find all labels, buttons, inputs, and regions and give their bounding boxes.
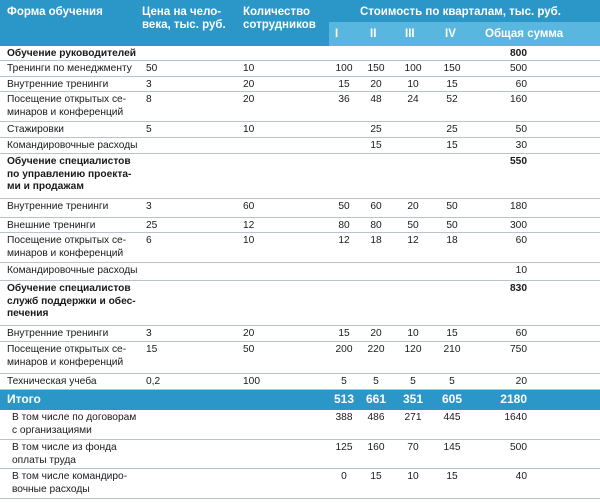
cell-total: 800 <box>510 48 527 59</box>
header-quarterly: Стоимость по кварталам, тыс. руб. <box>360 6 561 18</box>
table-row <box>0 440 600 469</box>
cell-q2: 15 <box>370 471 382 482</box>
cell-label: Обучение специалистов по управлению проекта- ми и продажам <box>7 156 132 192</box>
cell-count: 10 <box>243 63 255 74</box>
cell-q4: 52 <box>446 94 458 105</box>
cell-q4: 15 <box>446 471 458 482</box>
cell-total: 830 <box>510 283 527 294</box>
table-row <box>0 138 600 154</box>
cell-q1: 15 <box>338 79 350 90</box>
table-row <box>0 410 600 440</box>
cell-q2: 20 <box>370 79 382 90</box>
cell-q2: 25 <box>370 124 382 135</box>
cell-label: Командировочные расходы <box>7 140 138 151</box>
cell-price: 25 <box>146 220 158 231</box>
cell-q3: 271 <box>404 412 422 423</box>
cell-q1: 36 <box>338 94 350 105</box>
cell-q4: 50 <box>446 201 458 212</box>
cell-q2: 15 <box>370 140 382 151</box>
cell-total: 60 <box>515 79 527 90</box>
table-row <box>0 233 600 263</box>
cell-q4: 5 <box>449 376 455 387</box>
cell-q4: 15 <box>446 79 458 90</box>
cell-q1: 388 <box>335 412 353 423</box>
cell-label: Командировочные расходы <box>7 265 138 276</box>
cell-price: 5 <box>146 124 152 135</box>
header-q2: II <box>370 28 377 40</box>
cell-price: 50 <box>146 63 158 74</box>
cell-label: Посещение открытых се- минаров и конференций <box>7 235 127 259</box>
table-row <box>0 77 600 92</box>
section-row <box>0 154 600 199</box>
cell-q2: 18 <box>370 235 382 246</box>
cell-count: 60 <box>243 201 255 212</box>
cell-label: Тренинги по менеджменту <box>7 63 132 74</box>
section-row <box>0 281 600 326</box>
cell-q1: 513 <box>333 392 355 406</box>
cell-q2: 80 <box>370 220 382 231</box>
cell-q2: 160 <box>367 442 385 453</box>
table-row <box>0 92 600 122</box>
cell-label: Обучение руководителей <box>7 48 137 59</box>
table-row <box>0 263 600 281</box>
cell-label: Внутренние тренинги <box>7 79 109 90</box>
cell-q4: 445 <box>443 412 461 423</box>
cell-count: 20 <box>243 328 255 339</box>
cell-q2: 150 <box>367 63 385 74</box>
cell-label: В том числе по договорам с организациями <box>12 412 137 436</box>
cell-total: 180 <box>510 201 527 212</box>
table-row <box>0 199 600 218</box>
cell-price: 3 <box>146 328 152 339</box>
cell-q1: 15 <box>338 328 350 339</box>
cell-q3: 20 <box>407 201 419 212</box>
cell-q1: 0 <box>341 471 347 482</box>
table-row <box>0 326 600 342</box>
cell-total: 60 <box>515 328 527 339</box>
cell-q1: 100 <box>335 63 353 74</box>
cell-price: 3 <box>146 201 152 212</box>
table-row <box>0 61 600 77</box>
cell-q4: 18 <box>446 235 458 246</box>
table-row <box>0 122 600 138</box>
cell-count: 20 <box>243 94 255 105</box>
cell-label: Итого <box>7 392 41 406</box>
cell-label: В том числе командиро- вочные расходы <box>12 471 128 495</box>
cell-total: 50 <box>515 124 527 135</box>
cell-count: 50 <box>243 344 255 355</box>
cell-count: 10 <box>243 124 255 135</box>
header-q1: I <box>335 28 339 40</box>
cell-label: Внешние тренинги <box>7 220 96 231</box>
section-row <box>0 46 600 61</box>
cell-q4: 605 <box>441 392 463 406</box>
cell-price: 3 <box>146 79 152 90</box>
cell-q1: 5 <box>341 376 347 387</box>
cell-q4: 145 <box>443 442 461 453</box>
cell-q1: 200 <box>335 344 353 355</box>
header-q3: III <box>405 28 415 40</box>
cell-total: 750 <box>510 344 527 355</box>
cell-q2: 48 <box>370 94 382 105</box>
cell-price: 8 <box>146 94 152 105</box>
cell-q4: 15 <box>446 140 458 151</box>
cell-q3: 10 <box>407 79 419 90</box>
cell-total: 160 <box>510 94 527 105</box>
table-row <box>0 469 600 499</box>
cell-price: 0,2 <box>146 376 161 387</box>
header-price: Цена на чело- века, тыс. руб. <box>142 6 226 31</box>
cell-total: 500 <box>510 63 527 74</box>
header-form: Форма обучения <box>7 6 103 18</box>
cell-q1: 80 <box>338 220 350 231</box>
cell-q2: 220 <box>367 344 385 355</box>
cell-label: Стажировки <box>7 124 64 135</box>
cell-total: 30 <box>515 140 527 151</box>
table-row <box>0 342 600 374</box>
cell-q3: 10 <box>407 471 419 482</box>
cell-q3: 351 <box>402 392 424 406</box>
cell-label: Посещение открытых се- минаров и конференций <box>7 344 127 368</box>
cell-q3: 5 <box>410 376 416 387</box>
cell-q2: 20 <box>370 328 382 339</box>
cell-label: Обучение специалистов служб поддержки и обес- печения <box>7 283 136 319</box>
table-header <box>0 0 600 46</box>
header-count: Количество сотрудников <box>243 6 316 31</box>
cell-q3: 10 <box>407 328 419 339</box>
header-q4: IV <box>445 28 456 40</box>
cell-q1: 125 <box>335 442 353 453</box>
cell-q4: 50 <box>446 220 458 231</box>
table-row <box>0 374 600 390</box>
cell-count: 20 <box>243 79 255 90</box>
cell-q1: 50 <box>338 201 350 212</box>
cell-q2: 661 <box>365 392 387 406</box>
cell-q3: 100 <box>404 63 422 74</box>
cell-q3: 120 <box>404 344 422 355</box>
cell-q3: 12 <box>407 235 419 246</box>
cell-count: 12 <box>243 220 255 231</box>
cell-q3: 50 <box>407 220 419 231</box>
cell-q3: 24 <box>407 94 419 105</box>
cell-label: В том числе из фонда оплаты труда <box>12 442 117 466</box>
cell-total: 20 <box>515 376 527 387</box>
total-row <box>0 390 600 410</box>
cell-q2: 5 <box>373 376 379 387</box>
cell-q4: 150 <box>443 63 461 74</box>
cell-q4: 15 <box>446 328 458 339</box>
cell-label: Техническая учеба <box>7 376 97 387</box>
cell-label: Посещение открытых се- минаров и конференций <box>7 94 127 118</box>
cell-q2: 60 <box>370 201 382 212</box>
cell-total: 2180 <box>500 392 527 406</box>
cell-total: 40 <box>515 471 527 482</box>
cell-total: 60 <box>515 235 527 246</box>
table-row <box>0 218 600 233</box>
cell-total: 10 <box>515 265 527 276</box>
cell-total: 1640 <box>504 412 527 423</box>
cell-label: Внутренние тренинги <box>7 328 109 339</box>
cell-q1: 12 <box>338 235 350 246</box>
cell-total: 300 <box>510 220 527 231</box>
cell-total: 550 <box>510 156 527 167</box>
header-total: Общая сумма <box>485 28 564 40</box>
cell-total: 500 <box>510 442 527 453</box>
cell-q3: 70 <box>407 442 419 453</box>
cell-price: 15 <box>146 344 158 355</box>
cell-count: 100 <box>243 376 260 387</box>
cell-count: 10 <box>243 235 255 246</box>
cell-q2: 486 <box>367 412 385 423</box>
cell-label: Внутренние тренинги <box>7 201 109 212</box>
cell-price: 6 <box>146 235 152 246</box>
cell-q4: 25 <box>446 124 458 135</box>
cell-q4: 210 <box>443 344 461 355</box>
